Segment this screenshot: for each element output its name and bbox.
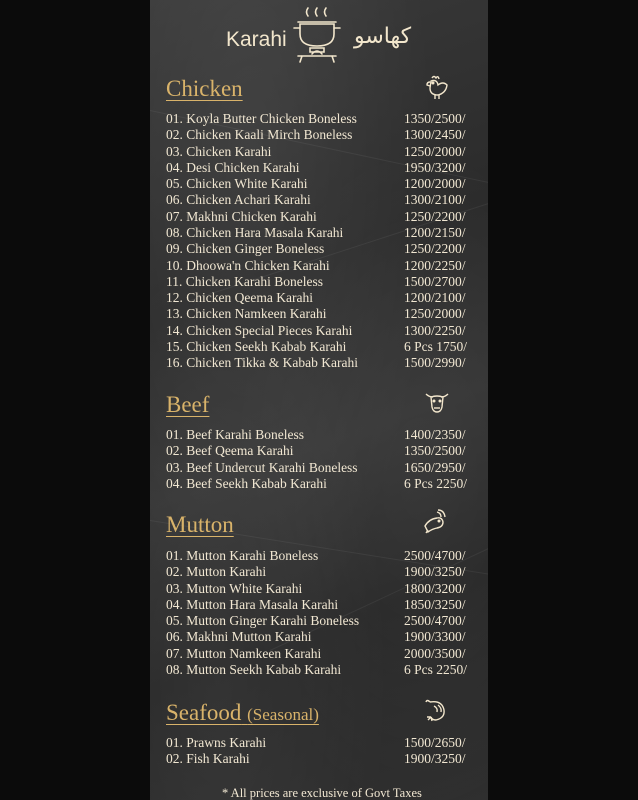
menu-item: 01. Beef Karahi Boneless 1400/2350/: [166, 427, 466, 442]
menu-item: 08. Mutton Seekh Kabab Karahi 6 Pcs 2250/: [166, 662, 468, 677]
menu-item: 05. Chicken White Karahi 1200/2000/: [166, 176, 466, 191]
goat-icon: [420, 506, 450, 536]
menu-item: 07. Mutton Namkeen Karahi 2000/3500/: [166, 646, 466, 661]
menu-item: 16. Chicken Tikka & Kabab Karahi 1500/2990/: [166, 355, 466, 370]
header-title-ur: کھاسو: [354, 24, 412, 49]
section-title-chicken: Chicken: [166, 76, 243, 101]
right-margin: [488, 0, 638, 800]
left-margin: [0, 0, 150, 800]
menu-item: 12. Chicken Qeema Karahi 1200/2100/: [166, 290, 466, 305]
menu-item: 01. Koyla Butter Chicken Boneless 1350/2500/: [166, 111, 466, 126]
karahi-pot-icon: [286, 6, 348, 68]
menu-item: 15. Chicken Seekh Kabab Karahi 6 Pcs 1750/: [166, 339, 468, 354]
menu-item: 02. Fish Karahi 1900/3250/: [166, 751, 466, 766]
menu-item: 03. Mutton White Karahi 1800/3200/: [166, 581, 466, 596]
section-title-mutton: Mutton: [166, 512, 234, 537]
menu-item: 04. Mutton Hara Masala Karahi 1850/3250/: [166, 597, 466, 612]
menu-item: 04. Beef Seekh Kabab Karahi 6 Pcs 2250/: [166, 476, 468, 491]
chicken-icon: [422, 72, 452, 102]
cow-icon: [422, 386, 452, 416]
header-title-en: Karahi: [226, 28, 287, 51]
menu-item: 10. Dhoowa'n Chicken Karahi 1200/2250/: [166, 258, 466, 273]
section-title-seafood: Seafood (Seasonal): [166, 700, 319, 725]
menu-item: 02. Chicken Kaali Mirch Boneless 1300/2450/: [166, 127, 466, 142]
menu-item: 03. Beef Undercut Karahi Boneless 1650/2950/: [166, 460, 466, 475]
menu-item: 06. Makhni Mutton Karahi 1900/3300/: [166, 629, 466, 644]
menu-item: 14. Chicken Special Pieces Karahi 1300/2250/: [166, 323, 466, 338]
shrimp-icon: [422, 696, 452, 726]
menu-item: 04. Desi Chicken Karahi 1950/3200/: [166, 160, 466, 175]
menu-item: 13. Chicken Namkeen Karahi 1250/2000/: [166, 306, 466, 321]
menu-item: 05. Mutton Ginger Karahi Boneless 2500/4700/: [166, 613, 466, 628]
menu-item: 03. Chicken Karahi 1250/2000/: [166, 144, 466, 159]
menu-header: [150, 6, 488, 70]
menu-item: 07. Makhni Chicken Karahi 1250/2200/: [166, 209, 466, 224]
menu-item: 02. Beef Qeema Karahi 1350/2500/: [166, 443, 466, 458]
menu-item: 06. Chicken Achari Karahi 1300/2100/: [166, 192, 466, 207]
menu-item: 01. Prawns Karahi 1500/2650/: [166, 735, 466, 750]
menu-item: 08. Chicken Hara Masala Karahi 1200/2150/: [166, 225, 466, 240]
menu-item: 11. Chicken Karahi Boneless 1500/2700/: [166, 274, 466, 289]
section-subtitle-seafood: (Seasonal): [247, 705, 319, 724]
menu-item: 02. Mutton Karahi 1900/3250/: [166, 564, 466, 579]
section-title-beef: Beef: [166, 392, 210, 417]
menu-card: [150, 0, 488, 800]
menu-item: 09. Chicken Ginger Boneless 1250/2200/: [166, 241, 466, 256]
menu-item: 01. Mutton Karahi Boneless 2500/4700/: [166, 548, 466, 563]
tax-note: * All prices are exclusive of Govt Taxes: [222, 786, 422, 800]
